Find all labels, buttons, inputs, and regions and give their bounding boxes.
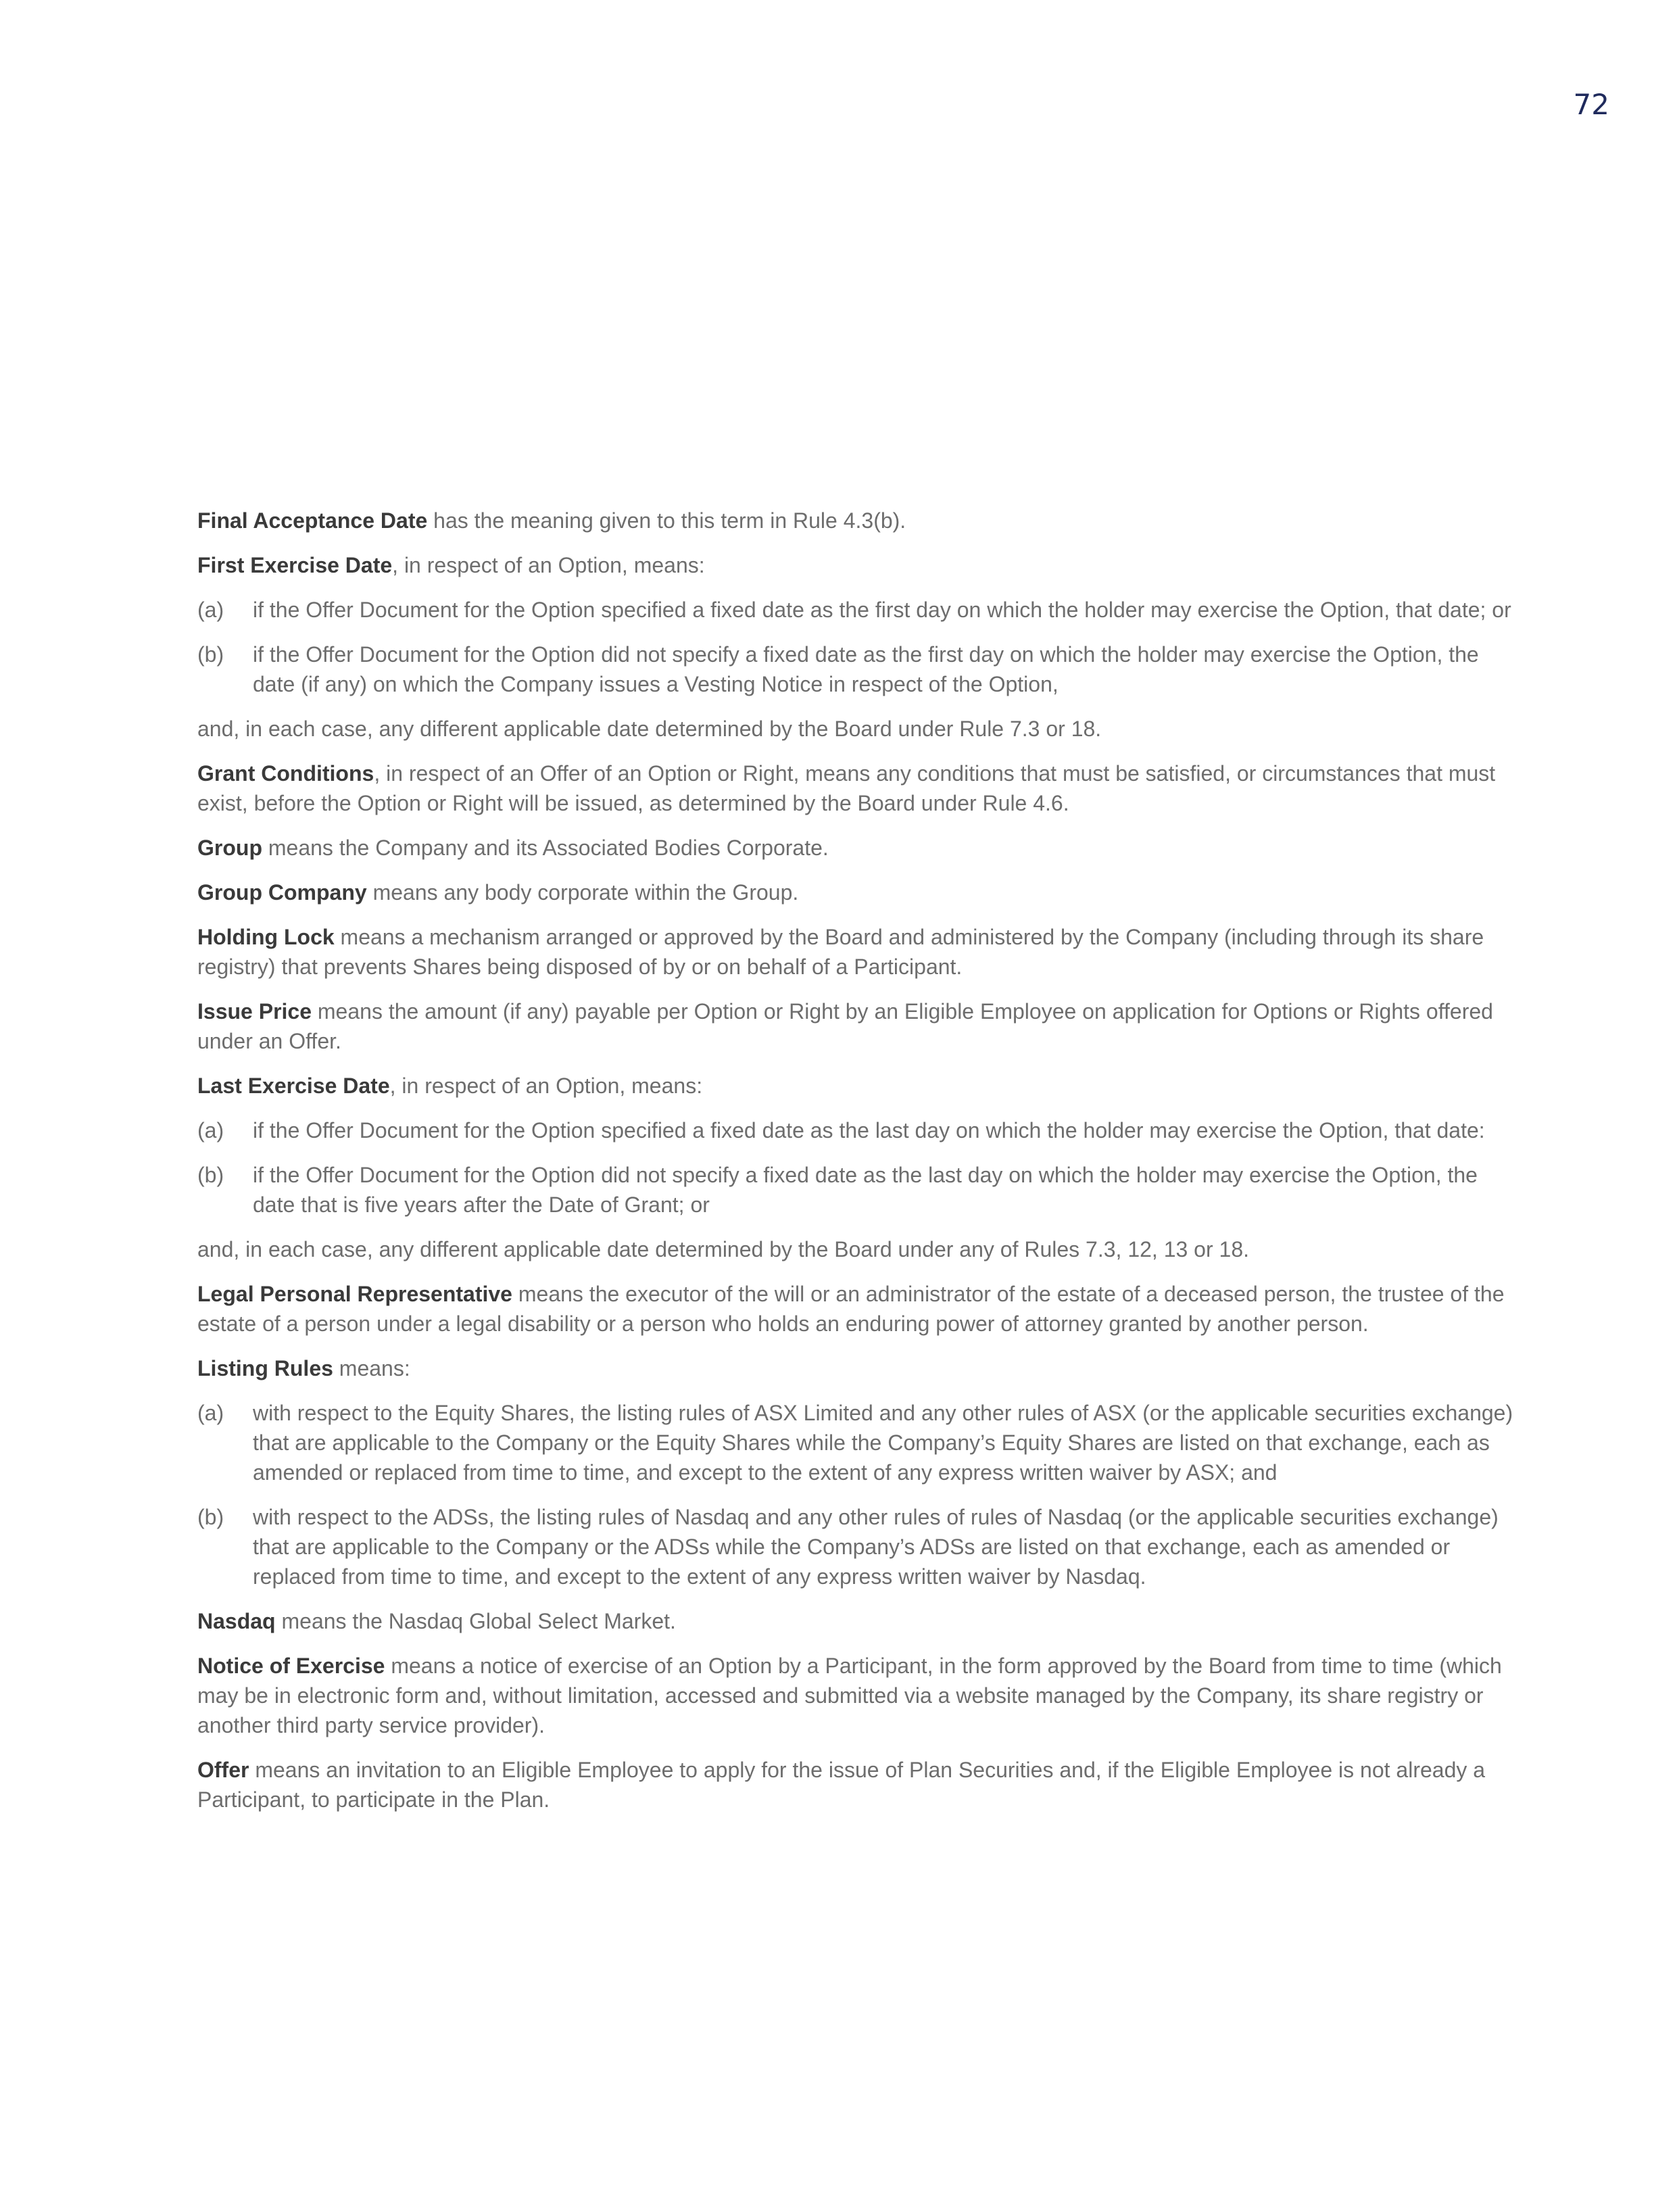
list-item-label: (a) [197,598,224,622]
definition-closing-text: and, in each case, any different applicable date determined by the Board under any of Rules 7.3, 12, 13 or 18. [197,1237,1249,1261]
definition-term: First Exercise Date [197,553,393,577]
definition-group-company [197,877,1522,907]
definition-grant-conditions [197,759,1522,818]
list-item-text: if the Offer Document for the Option specified a fixed date as the first day on which the holder may exercise the Option, that date; or [253,598,1511,622]
definition-first-exercise-date [197,550,1522,580]
list-item-label: (a) [197,1401,224,1425]
definition-term: Offer [197,1758,249,1782]
list-item [197,1115,1522,1145]
definition-issue-price [197,996,1522,1056]
definition-term: Group Company [197,880,367,905]
definition-text: has the meaning given to this term in Rule 4.3(b). [427,508,906,533]
definition-text: means a mechanism arranged or approved by the Board and administered by the Company (including through its share registry) that prevents Shares being disposed of by or on behalf of a Participant. [197,925,1484,979]
definition-term: Legal Personal Representative [197,1282,512,1306]
definition-final-acceptance-date [197,506,1522,535]
definition-term: Notice of Exercise [197,1654,385,1678]
definition-text: means a notice of exercise of an Option by a Participant, in the form approved by the Board from time to time (which may be in electronic form and, without limitation, accessed and submitted via a website managed by the Company, its share registry or another third party service provider). [197,1654,1502,1737]
definitions-content [197,506,1522,1829]
list-item [197,640,1522,699]
definition-term: Listing Rules [197,1356,333,1380]
definition-term: Grant Conditions [197,761,374,786]
definition-text: , in respect of an Offer of an Option or Right, means any conditions that must be satisfied, or circumstances that must exist, before the Option or Right will be issued, as determined by the Board under Rule 4.6. [197,761,1496,815]
definition-term: Final Acceptance Date [197,508,428,533]
list-item-text: with respect to the ADSs, the listing rules of Nasdaq and any other rules of rules of Nasdaq (or the applicable securities exchange) that are applicable to the Company or the ADSs while the Company’s ADSs are listed on that exchange, each as amended or replaced from time to time, and except to the extent of any express written waiver by Nasdaq. [253,1505,1499,1589]
definition-offer [197,1755,1522,1814]
definition-group [197,833,1522,863]
definition-listing-rules [197,1353,1522,1383]
list-item [197,1160,1522,1220]
list-item [197,1502,1522,1591]
list-item [197,595,1522,625]
list-item-text: with respect to the Equity Shares, the listing rules of ASX Limited and any other rules of ASX (or the applicable securities exchange) that are applicable to the Company or the Equity Shares while the Company’s Equity Shares are listed on that exchange, each as amended or replaced from time to time, and except to the extent of any express written waiver by ASX; and [253,1401,1513,1485]
definition-notice-of-exercise [197,1651,1522,1740]
definition-text: means an invitation to an Eligible Employee to apply for the issue of Plan Securities and, if the Eligible Employee is not already a Participant, to participate in the Plan. [197,1758,1486,1812]
definition-term: Last Exercise Date [197,1074,390,1098]
list-item [197,1398,1522,1487]
list-item-label: (a) [197,1118,224,1143]
list-item-label: (b) [197,1163,224,1187]
definition-text: means: [333,1356,410,1380]
definition-text: means the amount (if any) payable per Option or Right by an Eligible Employee on application for Options or Rights offered under an Offer. [197,999,1493,1053]
definition-text: , in respect of an Option, means: [392,553,705,577]
page-number: 72 [1573,88,1609,121]
definition-term: Group [197,836,262,860]
definition-closing-text: and, in each case, any different applicable date determined by the Board under Rule 7.3 or 18. [197,717,1102,741]
definition-term: Holding Lock [197,925,335,949]
definition-legal-personal-representative [197,1279,1522,1339]
definition-holding-lock [197,922,1522,982]
list-item-text: if the Offer Document for the Option did not specify a fixed date as the last day on which the holder may exercise the Option, the date that is five years after the Date of Grant; or [253,1163,1478,1217]
list-item-text: if the Offer Document for the Option specified a fixed date as the last day on which the holder may exercise the Option, that date: [253,1118,1485,1143]
definition-text: means the Nasdaq Global Select Market. [275,1609,676,1633]
list-item-label: (b) [197,1505,224,1529]
definition-nasdaq [197,1606,1522,1636]
definition-term: Issue Price [197,999,312,1024]
list-item-label: (b) [197,642,224,667]
definition-text: , in respect of an Option, means: [389,1074,703,1098]
definition-text: means the Company and its Associated Bodies Corporate. [262,836,829,860]
definition-text: means any body corporate within the Group. [366,880,799,905]
definition-last-exercise-date [197,1071,1522,1101]
definition-text: means the executor of the will or an administrator of the estate of a deceased person, the trustee of the estate of a person under a legal disability or a person who holds an enduring power of attorney granted by another person. [197,1282,1505,1336]
list-item-text: if the Offer Document for the Option did not specify a fixed date as the first day on which the holder may exercise the Option, the date (if any) on which the Company issues a Vesting Notice in respect of the Option, [253,642,1479,696]
definition-term: Nasdaq [197,1609,276,1633]
